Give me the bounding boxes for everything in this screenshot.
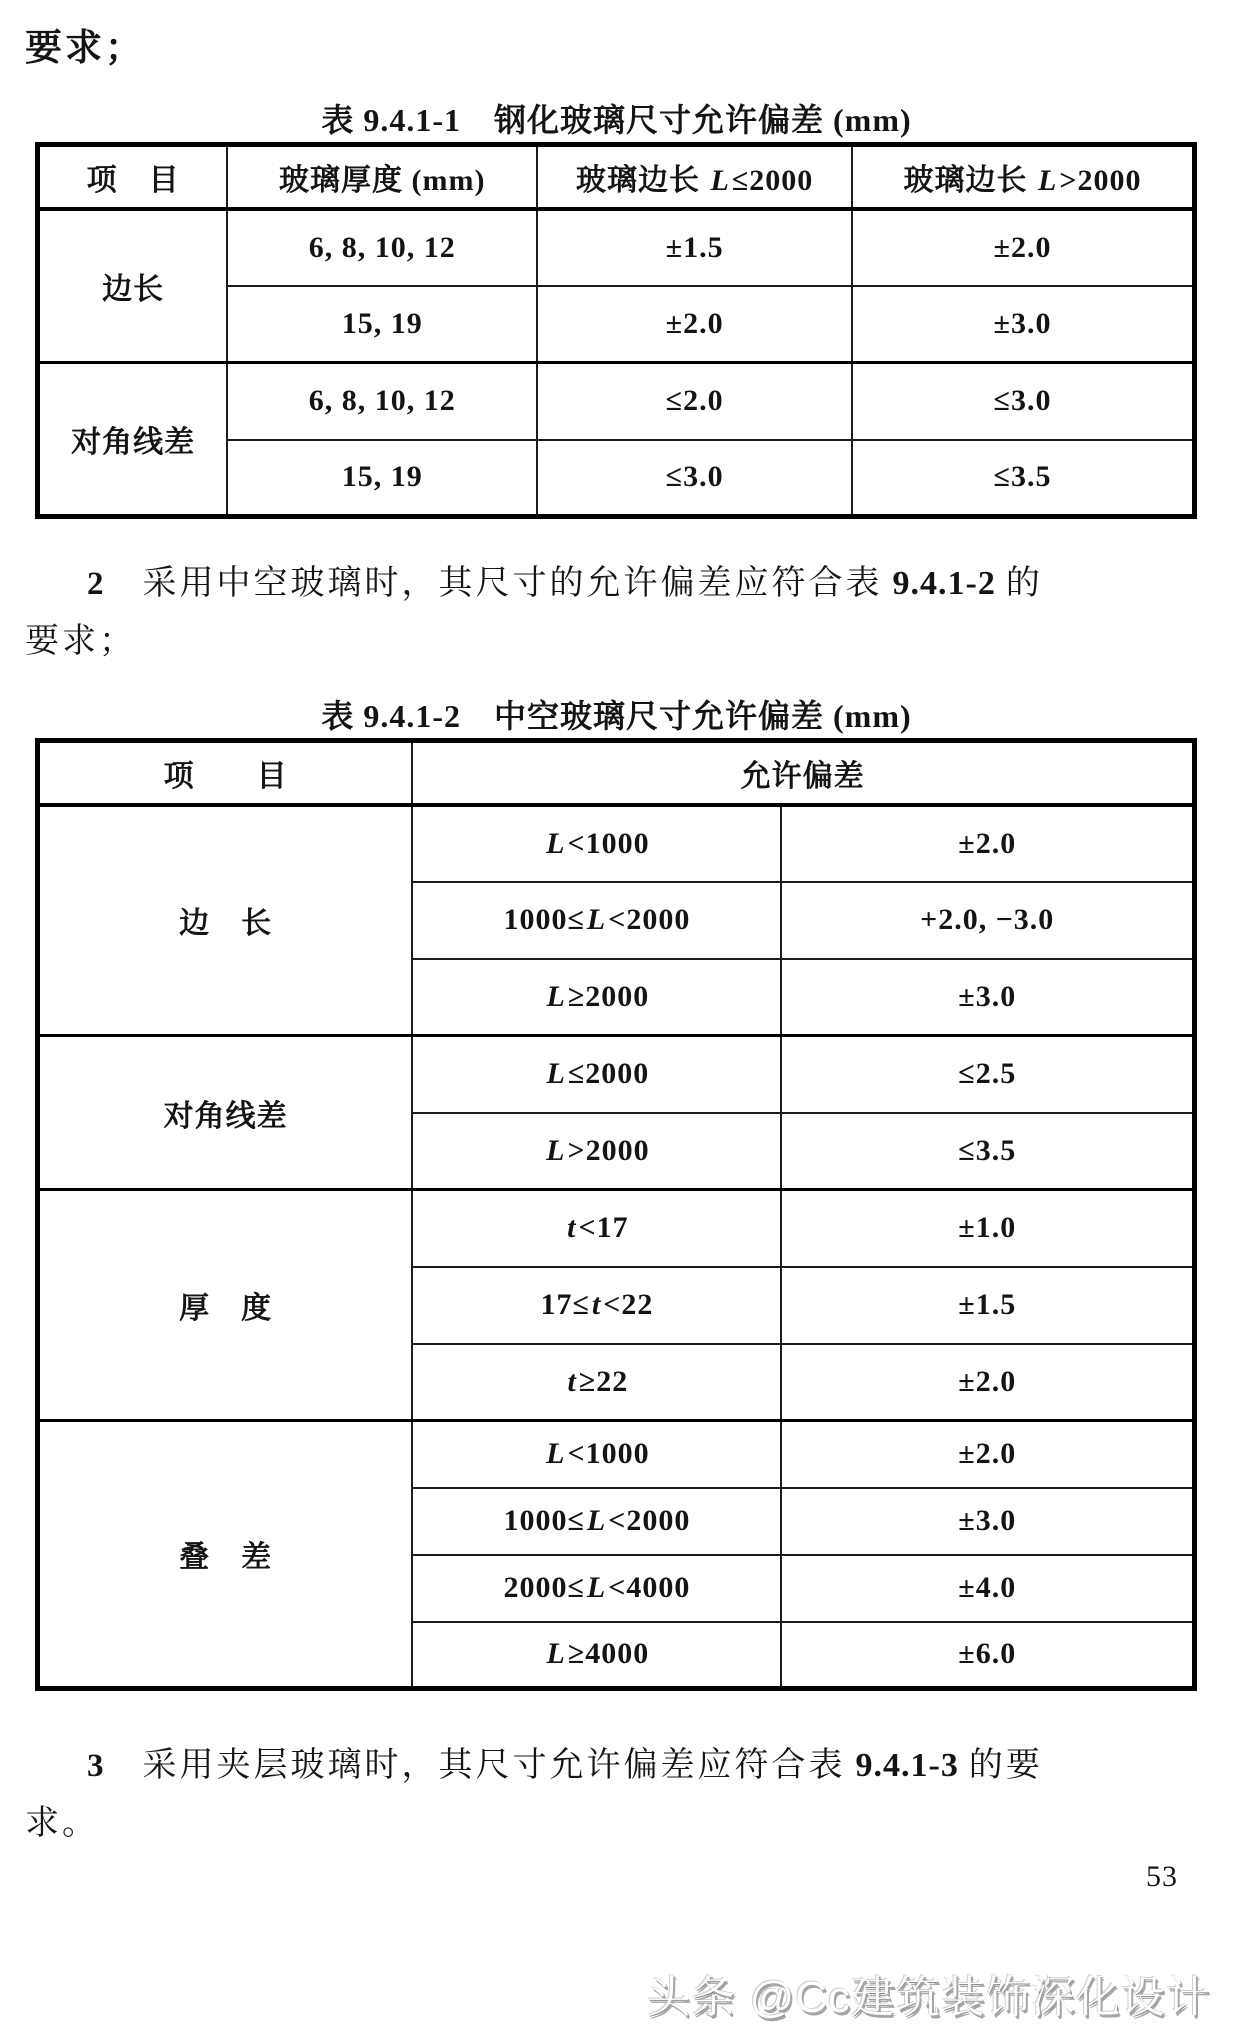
t1-g0r1-v1: ±2.0	[537, 286, 852, 363]
t2-g1r0-cond: L≤2000	[412, 1036, 781, 1113]
t1-item-diagonal: 对角线差	[38, 363, 228, 517]
paragraph-3-line2: 求。	[25, 1805, 99, 1842]
t2-g3r3-cond: L≥4000	[412, 1622, 781, 1689]
t2-g0r0-val: ±2.0	[781, 805, 1194, 882]
t2-g1r1-cond: L>2000	[412, 1113, 781, 1190]
paragraph-3-text: 采用夹层玻璃时，其尺寸允许偏差应符合表	[142, 1747, 846, 1784]
t1-g1r0-v2: ≤3.0	[852, 363, 1195, 440]
t2-g0r1-cond: 1000≤L<2000	[412, 882, 781, 959]
t2-g2r0-cond: t<17	[412, 1190, 781, 1267]
t1-g1r0-v1: ≤2.0	[537, 363, 852, 440]
t2-g0r2-cond: L≥2000	[412, 959, 781, 1036]
table-reference: 9.4.1-2	[892, 565, 996, 602]
leading-text: 要求；	[25, 28, 145, 69]
t2-g3r1-cond: 1000≤L<2000	[412, 1488, 781, 1555]
t2-g0r2-val: ±3.0	[781, 959, 1194, 1036]
page-number: 53	[1146, 1860, 1178, 1893]
paragraph-2-text: 采用中空玻璃时，其尺寸的允许偏差应符合表	[142, 565, 883, 602]
t1-g0r0-cond: 6, 8, 10, 12	[227, 209, 537, 286]
paragraph-2-line2: 要求；	[25, 623, 136, 660]
t2-g3r3-val: ±6.0	[781, 1622, 1194, 1689]
t1-h-le2000: 玻璃边长 L≤2000	[537, 145, 852, 209]
paragraph-2	[25, 555, 1208, 670]
paragraph-3-line1	[25, 1737, 1208, 1795]
t1-g0r0-v1: ±1.5	[537, 209, 852, 286]
t1-g1r1-v1: ≤3.0	[537, 440, 852, 517]
t2-g3r0-cond: L<1000	[412, 1421, 781, 1488]
t2-item-thickness: 厚 度	[38, 1190, 413, 1421]
watermark: 头条 @Cc建筑装饰深化设计	[646, 1973, 1211, 2022]
paragraph-2-number: 2	[87, 566, 107, 602]
t2-g0r1-val: +2.0, −3.0	[781, 882, 1194, 959]
table-row	[38, 1421, 1195, 1488]
table2-title: 表 9.4.1-2 中空玻璃尺寸允许偏差 (mm)	[321, 698, 912, 734]
paragraph-3-text-after: 的要	[968, 1747, 1043, 1784]
t2-g2r2-cond: t≥22	[412, 1344, 781, 1421]
t1-h-item: 项 目	[38, 145, 228, 209]
t1-item-sidelength: 边长	[38, 209, 228, 363]
paragraph-3-number: 3	[87, 1748, 107, 1784]
t2-header-row	[38, 741, 1195, 805]
paragraph-3	[25, 1737, 1208, 1852]
t1-h-gt2000: 玻璃边长 L>2000	[852, 145, 1195, 209]
t2-g1r1-val: ≤3.5	[781, 1113, 1194, 1190]
t2-g3r1-val: ±3.0	[781, 1488, 1194, 1555]
table-row	[38, 209, 1195, 286]
table-row	[38, 1190, 1195, 1267]
t2-g0r0-cond: L<1000	[412, 805, 781, 882]
table-row	[38, 805, 1195, 882]
paragraph-2-text-after: 的	[1005, 565, 1043, 602]
t2-g3r2-val: ±4.0	[781, 1555, 1194, 1622]
t2-g3r2-cond: 2000≤L<4000	[412, 1555, 781, 1622]
t2-g2r0-val: ±1.0	[781, 1190, 1194, 1267]
table-row	[38, 1036, 1195, 1113]
t2-h-tolerance: 允许偏差	[412, 741, 1194, 805]
table-tempered-glass	[35, 142, 1197, 519]
t1-header-row	[38, 145, 1195, 209]
t1-g0r1-v2: ±3.0	[852, 286, 1195, 363]
t2-item-overlap: 叠 差	[38, 1421, 413, 1689]
t2-g3r0-val: ±2.0	[781, 1421, 1194, 1488]
paragraph-2-line1	[25, 555, 1208, 613]
t2-g1r0-val: ≤2.5	[781, 1036, 1194, 1113]
t2-g2r1-cond: 17≤t<22	[412, 1267, 781, 1344]
t1-g1r0-cond: 6, 8, 10, 12	[227, 363, 537, 440]
table-insulating-glass	[35, 738, 1197, 1691]
t1-g0r0-v2: ±2.0	[852, 209, 1195, 286]
table-reference: 9.4.1-3	[855, 1747, 959, 1784]
t2-item-diagonal: 对角线差	[38, 1036, 413, 1190]
t1-g1r1-cond: 15, 19	[227, 440, 537, 517]
t1-h-thickness: 玻璃厚度 (mm)	[227, 145, 537, 209]
t2-g2r1-val: ±1.5	[781, 1267, 1194, 1344]
table1-title: 表 9.4.1-1 钢化玻璃尺寸允许偏差 (mm)	[321, 102, 912, 138]
t2-item-sidelength: 边 长	[38, 805, 413, 1036]
table-row	[38, 363, 1195, 440]
t2-h-item: 项 目	[38, 741, 413, 805]
t1-g0r1-cond: 15, 19	[227, 286, 537, 363]
t1-g1r1-v2: ≤3.5	[852, 440, 1195, 517]
t2-g2r2-val: ±2.0	[781, 1344, 1194, 1421]
